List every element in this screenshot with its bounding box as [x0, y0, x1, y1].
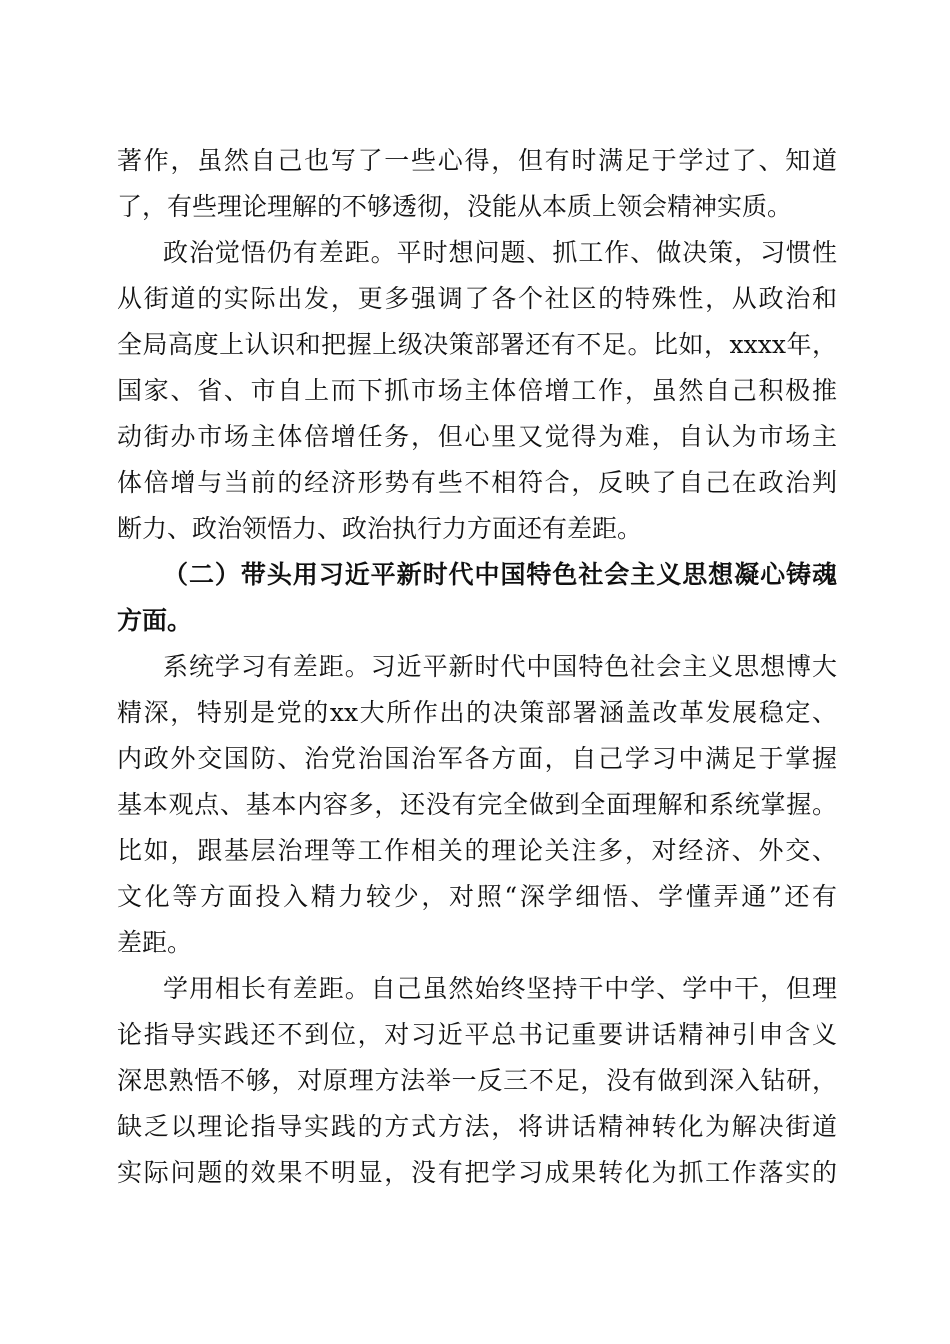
body-text-line: 文化等方面投入精力较少，对照“深学细悟、学懂弄通”还有 [117, 882, 837, 911]
body-text-line: 国家、省、市自上而下抓市场主体倍增工作，虽然自己积极推 [117, 376, 837, 405]
section-heading: （二）带头用习近平新时代中国特色社会主义思想凝心铸魂 [163, 560, 837, 589]
paragraph-start-line: 系统学习有差距。习近平新时代中国特色社会主义思想博大 [163, 652, 837, 681]
body-text-line: 缺乏以理论指导实践的方式方法，将讲话精神转化为解决街道 [117, 1112, 837, 1141]
body-text-line: 从街道的实际出发，更多强调了各个社区的特殊性，从政治和 [117, 284, 837, 313]
body-text-line: 差距。 [117, 928, 193, 957]
paragraph-start-line: 学用相长有差距。自己虽然始终坚持干中学、学中干，但理 [163, 974, 837, 1003]
body-text-line: 全局高度上认识和把握上级决策部署还有不足。比如，xxxx年， [117, 330, 837, 359]
body-text-line: 断力、政治领悟力、政治执行力方面还有差距。 [117, 514, 643, 543]
body-text-line: 精深，特别是党的xx大所作出的决策部署涵盖改革发展稳定、 [117, 698, 837, 727]
body-text-line: 著作，虽然自己也写了一些心得，但有时满足于学过了、知道 [117, 146, 837, 175]
body-text-line: 体倍增与当前的经济形势有些不相符合，反映了自己在政治判 [117, 468, 837, 497]
body-text-line: 内政外交国防、治党治国治军各方面，自己学习中满足于掌握 [117, 744, 837, 773]
body-text-line: 基本观点、基本内容多，还没有完全做到全面理解和系统掌握。 [117, 790, 837, 819]
body-text-line: 了，有些理论理解的不够透彻，没能从本质上领会精神实质。 [117, 192, 793, 221]
body-text-line: 深思熟悟不够，对原理方法举一反三不足，没有做到深入钻研， [117, 1066, 837, 1095]
section-heading-continuation: 方面。 [117, 606, 193, 635]
body-text-line: 动街办市场主体倍增任务，但心里又觉得为难，自认为市场主 [117, 422, 837, 451]
paragraph-start-line: 政治觉悟仍有差距。平时想问题、抓工作、做决策，习惯性 [163, 238, 837, 267]
body-text-line: 比如，跟基层治理等工作相关的理论关注多，对经济、外交、 [117, 836, 837, 865]
body-text-line: 论指导实践还不到位，对习近平总书记重要讲话精神引申含义 [117, 1020, 837, 1049]
body-text-line: 实际问题的效果不明显，没有把学习成果转化为抓工作落实的 [117, 1158, 837, 1187]
